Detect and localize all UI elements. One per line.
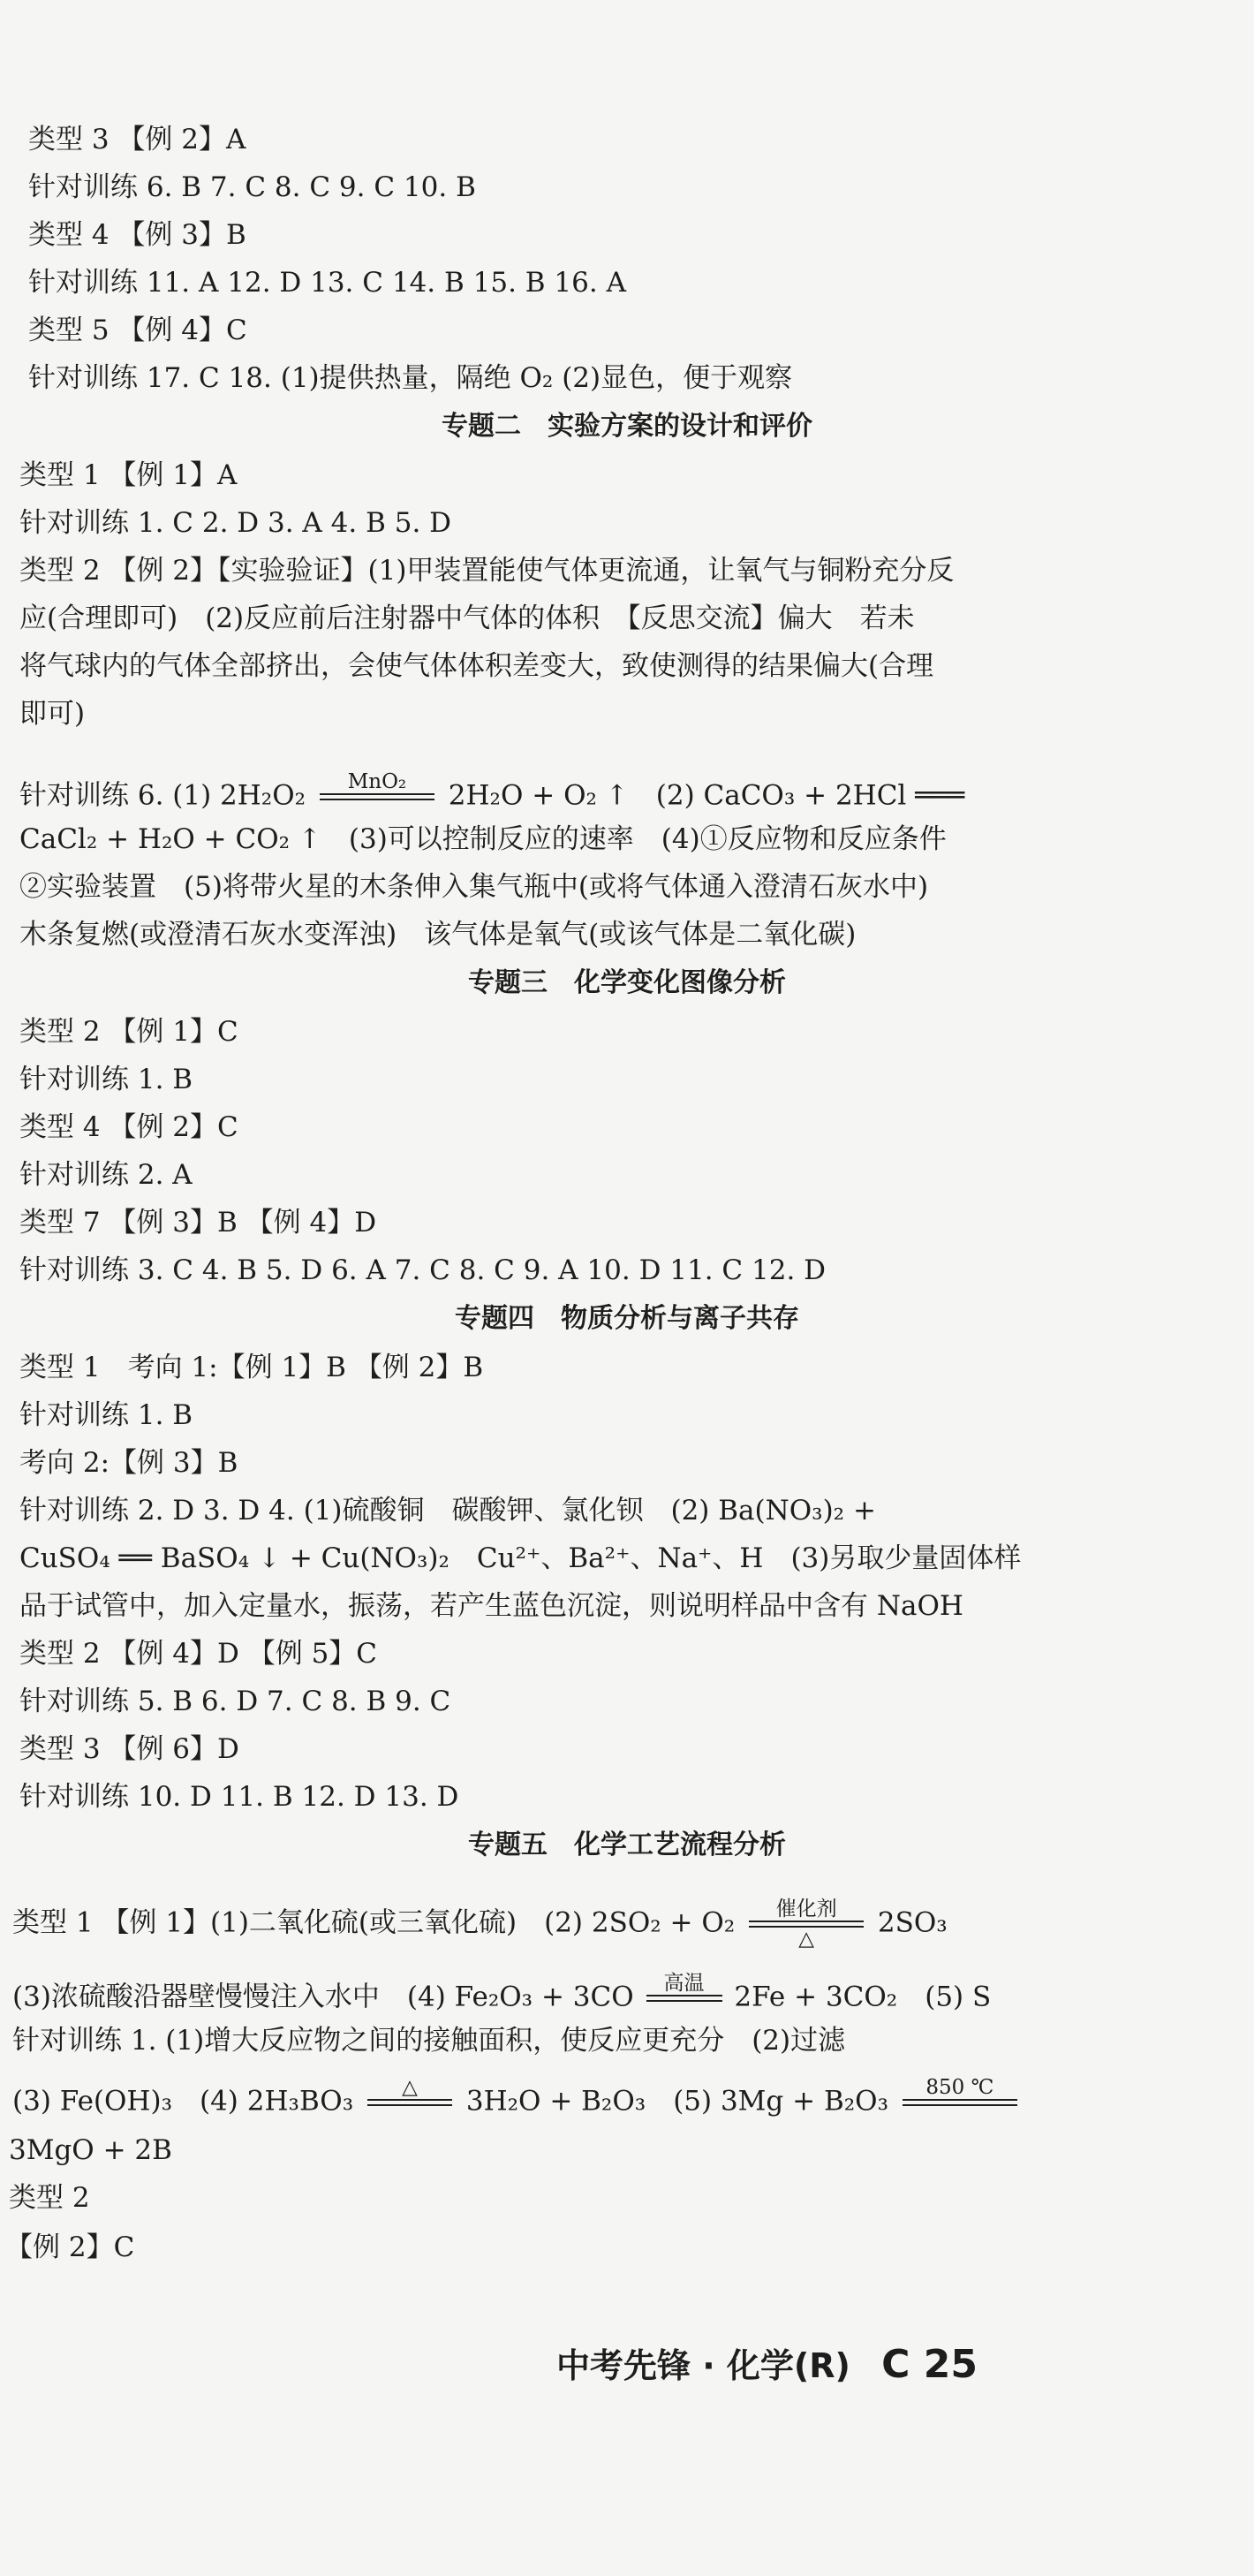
- reaction-arrow: [749, 1898, 864, 1951]
- answer-line: 类型 2: [9, 2182, 90, 2214]
- answer-line: 类型 5 【例 4】C: [28, 314, 247, 346]
- answer-line: 品于试管中，加入定量水，振荡，若产生蓝色沉淀，则说明样品中含有 NaOH: [19, 1590, 963, 1622]
- page-footer: [556, 2338, 978, 2387]
- answer-line: 类型 1 考向 1:【例 1】B 【例 2】B: [19, 1352, 484, 1383]
- answer-line: 将气球内的气体全部挤出，会使气体体积差变大，致使测得的结果偏大(合理: [19, 650, 934, 682]
- answer-line: 针对训练 1. (1)增大反应物之间的接触面积，使反应更充分 (2)过滤: [12, 2025, 846, 2057]
- answer-line: 类型 3 【例 2】A: [28, 124, 246, 155]
- answer-line: 针对训练 10. D 11. B 12. D 13. D: [19, 1781, 459, 1813]
- reaction-arrow: [367, 2076, 452, 2129]
- answer-line-equation: 类型 1 【例 1】(1)二氧化硫(或三氧化硫) (2) 2SO₂ + O₂ 催化剂 △ 2SO₃: [12, 1898, 948, 1951]
- answer-line: 【例 2】C: [5, 2231, 135, 2263]
- section-heading: 专题二 实验方案的设计和评价: [442, 411, 812, 442]
- answer-line: 类型 1 【例 1】A: [19, 459, 238, 491]
- answer-line: CuSO₄ ══ BaSO₄ ↓ + Cu(NO₃)₂ Cu²⁺、Ba²⁺、Na⁺、H (3)另取少量固体样: [19, 1542, 1022, 1574]
- reaction-arrow: [903, 2076, 1017, 2129]
- answer-line: 针对训练 1. B: [19, 1064, 193, 1095]
- answer-line-equation: 针对训练 6. (1) 2H₂O₂ MnO₂ 2H₂O + O₂ ↑ (2) CaCO₃ + 2HCl ═══: [19, 770, 1254, 823]
- answer-line: 类型 2 【例 1】C: [19, 1016, 238, 1048]
- answer-line: 针对训练 11. A 12. D 13. C 14. B 15. B 16. A: [28, 267, 626, 299]
- answer-line-equation: (3)浓硫酸沿器壁慢慢注入水中 (4) Fe₂O₃ + 3CO 高温 2Fe + 3CO₂ (5) S: [12, 1972, 1254, 2025]
- answer-line: 针对训练 1. B: [19, 1399, 193, 1431]
- answer-line: 针对训练 17. C 18. (1)提供热量，隔绝 O₂ (2)显色，便于观察: [28, 362, 793, 394]
- answer-line: 针对训练 5. B 6. D 7. C 8. B 9. C: [19, 1686, 451, 1717]
- answer-line: 3MgO + 2B: [9, 2134, 172, 2166]
- answer-line: CaCl₂ + H₂O + CO₂ ↑ (3)可以控制反应的速率 (4)①反应物和反应条件: [19, 823, 947, 855]
- answer-line: 类型 2 【例 2】【实验验证】(1)甲装置能使气体更流通，让氧气与铜粉充分反: [19, 555, 955, 587]
- condition-label: 高温: [663, 1972, 705, 1995]
- answer-line: 即可): [19, 698, 86, 730]
- answer-line-equation: (3) Fe(OH)₃ (4) 2H₃BO₃ △ 3H₂O + B₂O₃ (5) 3Mg + B₂O₃ 850 ℃: [12, 2076, 1254, 2129]
- reaction-arrow: [320, 770, 434, 823]
- answer-line: 针对训练 6. B 7. C 8. C 9. C 10. B: [28, 171, 476, 203]
- catalyst-label: 催化剂: [775, 1898, 837, 1921]
- answer-line: ②实验装置 (5)将带火星的木条伸入集气瓶中(或将气体通入澄清石灰水中): [19, 871, 929, 903]
- book-title: 中考先锋 · 化学(R): [556, 2346, 850, 2385]
- answer-line: 木条复燃(或澄清石灰水变浑浊) 该气体是氧气(或该气体是二氧化碳): [19, 919, 857, 951]
- answer-line: 针对训练 1. C 2. D 3. A 4. B 5. D: [19, 507, 452, 539]
- section-heading: 专题五 化学工艺流程分析: [468, 1830, 786, 1860]
- page-number: C 25: [881, 2342, 978, 2387]
- answer-line: 考向 2:【例 3】B: [19, 1447, 238, 1479]
- section-heading: 专题四 物质分析与离子共存: [455, 1303, 799, 1334]
- answer-line: 类型 4 【例 3】B: [28, 219, 246, 251]
- answer-line: 应(合理即可) (2)反应前后注射器中气体的体积 【反思交流】偏大 若未: [19, 602, 915, 634]
- heat-symbol: △: [798, 1928, 814, 1951]
- answer-line: 类型 3 【例 6】D: [19, 1733, 239, 1765]
- answer-line: 针对训练 3. C 4. B 5. D 6. A 7. C 8. C 9. A 10. D 11. C 12. D: [19, 1254, 827, 1286]
- answer-line: 针对训练 2. A: [19, 1159, 193, 1191]
- answer-line: 针对训练 2. D 3. D 4. (1)硫酸铜 碳酸钾、氯化钡 (2) Ba(NO₃)₂ +: [19, 1495, 876, 1527]
- section-heading: 专题三 化学变化图像分析: [468, 967, 786, 998]
- temperature-label: 850 ℃: [925, 2076, 994, 2099]
- answer-line: 类型 2 【例 4】D 【例 5】C: [19, 1638, 378, 1670]
- catalyst-label: MnO₂: [347, 770, 407, 793]
- reaction-arrow: [646, 1972, 722, 2025]
- answer-line: 类型 7 【例 3】B 【例 4】D: [19, 1207, 377, 1239]
- heat-symbol: △: [402, 2076, 418, 2099]
- answer-line: 类型 4 【例 2】C: [19, 1111, 238, 1143]
